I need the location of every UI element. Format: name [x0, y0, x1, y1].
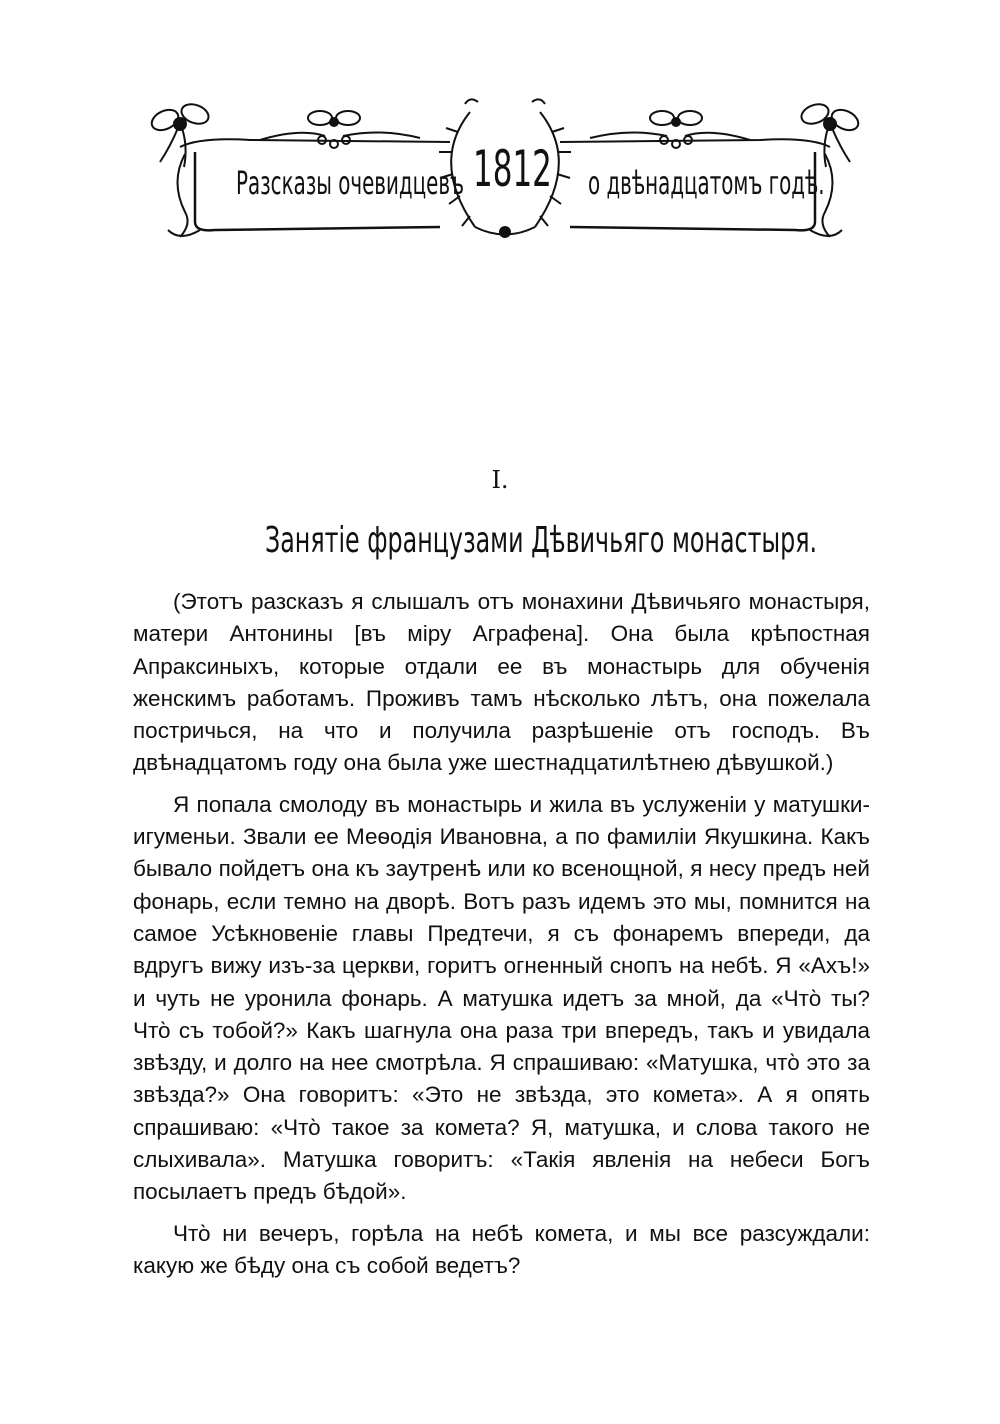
paragraph: Что̀ ни вечеръ, горѣла на небѣ комета, и мы все разсуждали: какую же бѣду она съ собой ведетъ? — [133, 1220, 870, 1278]
bow-right-icon — [799, 101, 862, 167]
header-year: 1812 — [473, 140, 552, 198]
chapter-title: Занятіе французами Дѣвичьяго монастыря. — [265, 520, 818, 561]
body-text — [133, 586, 870, 1291]
header-right-text: о двѣнадцатомъ годѣ. — [588, 164, 825, 202]
header-left-text: Разсказы очевидцевъ — [236, 164, 465, 202]
paragraph: (Этотъ разсказъ я слышалъ отъ монахини Дѣвичьяго монастыря, матери Антонины [въ міру Аграфена]. Она была крѣпостная Апраксиныхъ, которые отдали ее въ монастырь для обученія женскимъ работамъ. Проживъ тамъ нѣсколько лѣтъ, она пожелала постричься, на что и получила разрѣшеніе отъ господъ. Въ двѣнадцатомъ году она была уже шестнадцатилѣтнею дѣвушкой.) — [133, 589, 870, 776]
header-banner — [140, 92, 870, 247]
chapter-number: I. — [491, 466, 509, 494]
paragraph: Я попала смолоду въ монастырь и жила въ услуженіи у матушки-игуменьи. Звали ее Меѳодія Ивановна, а по фамиліи Якушкина. Какъ бывало пойдетъ она къ заутренѣ или ко всенощной, я несу предъ ней фонарь, если темно на дворѣ. Вотъ разъ идемъ это мы, помнится на самое Усѣкновеніе главы Предтечи, я съ фонаремъ впереди, да вдругъ вижу изъ-за церкви, горитъ огненный снопъ на небѣ. Я «Ахъ!» и чуть не уронила фонарь. А матушка идетъ за мной, да «Что̀ ты? Что̀ съ тобой?» Какъ шагнула она раза три впередъ, такъ и увидала звѣзду, и долго на нее смотрѣла. Я спрашиваю: «Матушка, что̀ это за звѣзда?» Она говоритъ: «Это не звѣзда, это комета». А я опять спрашиваю: «Что̀ такое за комета? Я, матушка, и слова такого не слыхивала». Матушка говоритъ: «Такія явленія на небеси Богъ посылаетъ предъ бѣдой». — [133, 791, 870, 1205]
bow-left-icon — [149, 101, 212, 167]
